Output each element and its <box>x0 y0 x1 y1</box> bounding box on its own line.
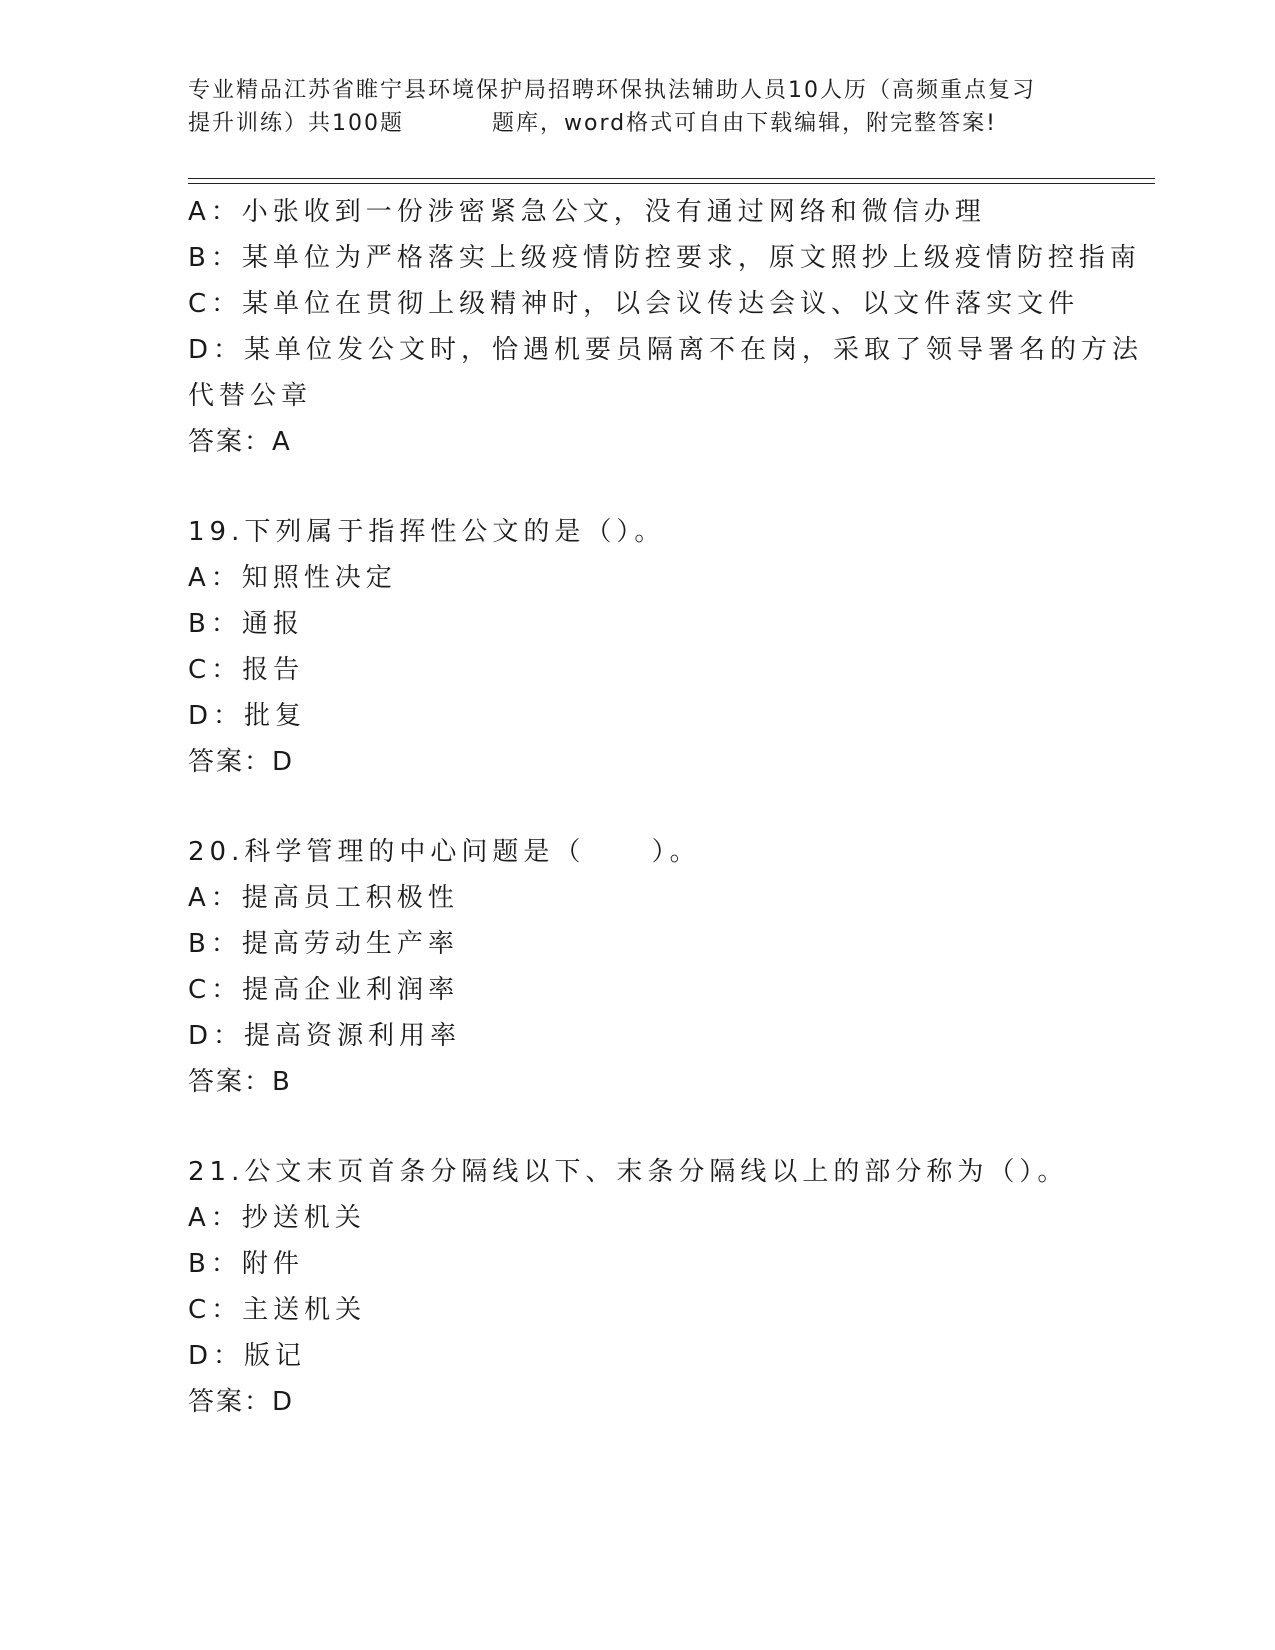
question-18 <box>188 189 1144 465</box>
header-divider-top <box>188 178 1155 179</box>
header-title-line2-right: 题库，word格式可自由下载编辑，附完整答案! <box>492 111 997 136</box>
header-divider-bottom <box>188 183 1155 184</box>
option-d: D：某单位发公文时，恰遇机要员隔离不在岗，采取了领导署名的方法 <box>188 335 1144 365</box>
option-c: C：报告 <box>188 655 305 685</box>
option-d: D：批复 <box>188 701 307 731</box>
option-b: B：某单位为严格落实上级疫情防控要求，原文照抄上级疫情防控指南 <box>188 243 1141 273</box>
question-20 <box>188 829 1088 1105</box>
option-d: D：版记 <box>188 1341 307 1371</box>
answer: 答案：D <box>188 747 295 777</box>
header-title-line1: 专业精品江苏省睢宁县环境保护局招聘环保执法辅助人员10人历（高频重点复习 <box>188 78 1036 103</box>
document-header <box>188 74 1088 140</box>
option-b: B：附件 <box>188 1249 304 1279</box>
question-list <box>188 189 1144 1425</box>
option-a: A：小张收到一份涉密紧急公文，没有通过网络和微信办理 <box>188 197 986 227</box>
option-a: A：知照性决定 <box>188 563 397 593</box>
question-stem: 21.公文末页首条分隔线以下、末条分隔线以上的部分称为（）。 <box>188 1157 1069 1187</box>
answer: 答案：D <box>188 1387 295 1417</box>
option-b: B：通报 <box>188 609 304 639</box>
question-19 <box>188 509 1088 785</box>
question-stem: 20.科学管理的中心问题是（ ）。 <box>188 837 701 867</box>
option-c: C：某单位在贯彻上级精神时，以会议传达会议、以文件落实文件 <box>188 289 1080 319</box>
option-b: B：提高劳动生产率 <box>188 929 459 959</box>
option-c: C：主送机关 <box>188 1295 367 1325</box>
option-d-continued: 代替公章 <box>188 381 313 411</box>
option-a: A：提高员工积极性 <box>188 883 459 913</box>
option-c: C：提高企业利润率 <box>188 975 460 1005</box>
question-21 <box>188 1149 1088 1425</box>
answer: 答案：A <box>188 427 292 457</box>
option-d: D：提高资源利用率 <box>188 1021 462 1051</box>
question-stem: 19.下列属于指挥性公文的是（）。 <box>188 517 666 547</box>
header-title-line2-left: 提升训练）共100题 <box>188 111 404 136</box>
option-a: A：抄送机关 <box>188 1203 366 1233</box>
header-title-line2 <box>188 107 1088 140</box>
answer: 答案：B <box>188 1067 292 1097</box>
